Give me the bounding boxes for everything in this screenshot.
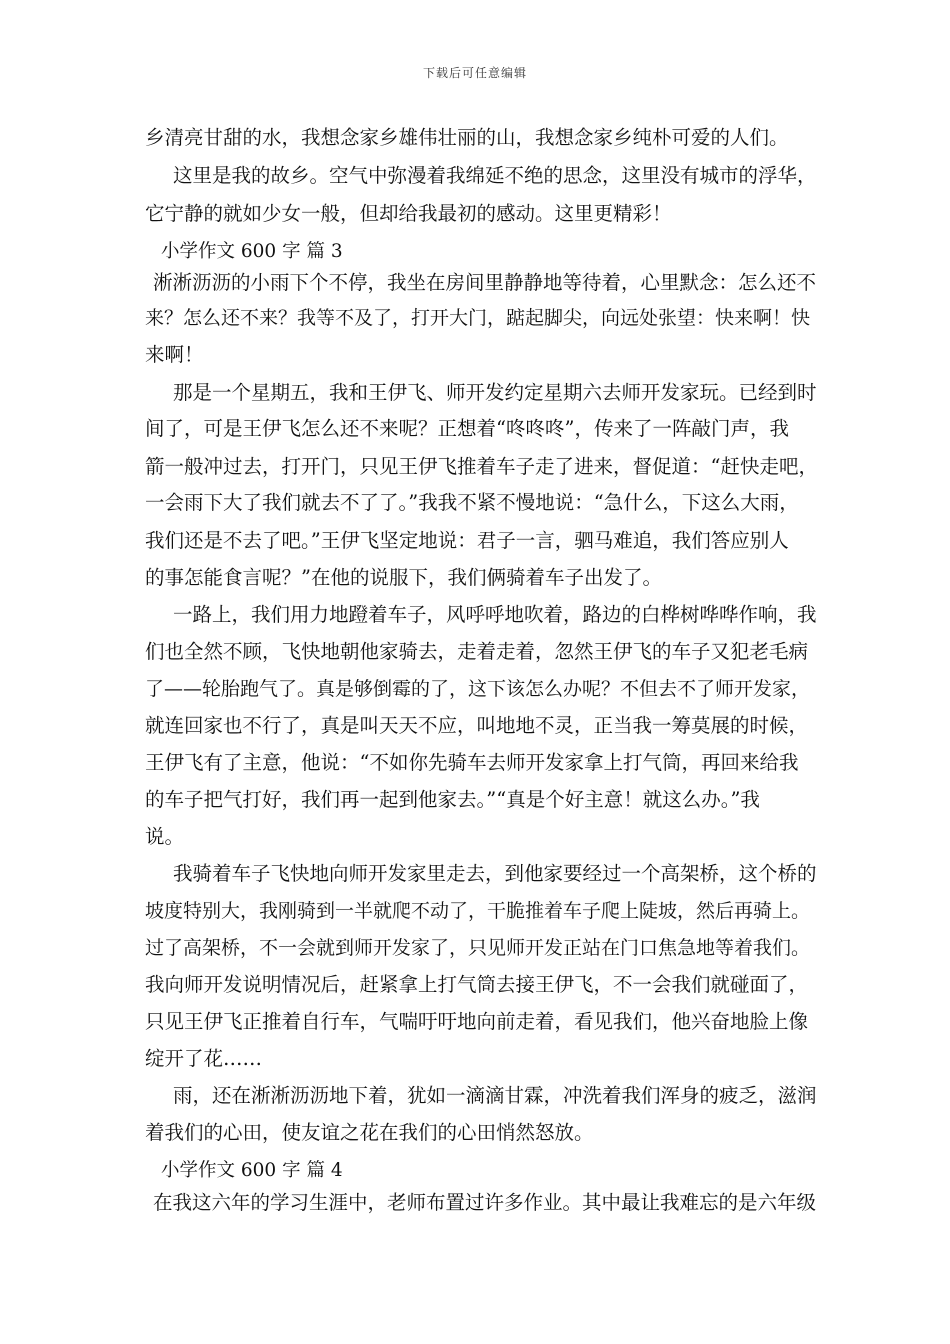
text-line: 的车子把气打好，我们再一起到他家去。”“真是个好主意！就这么办。”我 — [145, 788, 760, 811]
text-line: 间了，可是王伊飞怎么还不来呢？正想着“咚咚咚”，传来了一阵敲门声，我 — [145, 417, 789, 440]
text-line: 这里是我的故乡。空气中弥漫着我绵延不绝的思念，这里没有城市的浮华， — [173, 164, 817, 187]
text-line: 在我这六年的学习生涯中，老师布置过许多作业。其中最让我难忘的是六年级 — [153, 1191, 817, 1214]
text-line: 一会雨下大了我们就去不了了。”我我不紧不慢地说：“急什么，下这么大雨， — [145, 491, 799, 514]
section-heading: 小学作文 600 字 篇 4 — [161, 1160, 343, 1181]
text-line: 着我们的心田，使友谊之花在我们的心田悄然怒放。 — [145, 1121, 594, 1144]
page-header: 下载后可任意编辑 — [422, 66, 527, 80]
text-line: 淅淅沥沥的小雨下个不停，我坐在房间里静静地等待着，心里默念：怎么还不 — [153, 271, 817, 294]
text-line: 王伊飞有了主意，他说：“不如你先骑车去师开发家拿上打气筒，再回来给我 — [145, 751, 799, 774]
text-line: 来啊！ — [145, 343, 204, 366]
text-line: 那是一个星期五，我和王伊飞、师开发约定星期六去师开发家玩。已经到时 — [173, 381, 817, 404]
text-line: 只见王伊飞正推着自行车，气喘吁吁地向前走着，看见我们，他兴奋地脸上像 — [145, 1010, 809, 1033]
text-line: 就连回家也不行了，真是叫天天不应，叫地地不灵，正当我一筹莫展的时候， — [145, 714, 809, 737]
text-line: 的事怎能食言呢？”在他的说服下，我们俩骑着车子出发了。 — [145, 566, 662, 589]
text-line: 们也全然不顾，飞快地朝他家骑去，走着走着，忽然王伊飞的车子又犯老毛病 — [145, 640, 809, 663]
text-line: 我骑着车子飞快地向师开发家里走去，到他家要经过一个高架桥，这个桥的 — [173, 862, 817, 885]
section-heading: 小学作文 600 字 篇 3 — [161, 241, 343, 262]
text-line: 坡度特别大，我刚骑到一半就爬不动了，干脆推着车子爬上陡坡，然后再骑上。 — [145, 900, 811, 922]
text-line: 我们还是不去了吧。”王伊飞坚定地说：君子一言，驷马难追，我们答应别人 — [145, 529, 789, 552]
text-line: 乡清亮甘甜的水，我想念家乡雄伟壮丽的山，我想念家乡纯朴可爱的人们。 — [145, 126, 789, 149]
text-line: 它宁静的就如少女一般，但却给我最初的感动。这里更精彩！ — [145, 202, 672, 225]
text-line: 来？怎么还不来？我等不及了，打开大门，踮起脚尖，向远处张望：快来啊！快 — [145, 307, 811, 329]
text-line: 绽开了花…… — [145, 1047, 263, 1070]
text-line: 我向师开发说明情况后，赶紧拿上打气筒去接王伊飞，不一会我们就碰面了， — [145, 973, 809, 996]
text-line: 说。 — [145, 825, 185, 848]
text-line: 过了高架桥，不一会就到师开发家了，只见师开发正站在门口焦急地等着我们。 — [145, 937, 811, 959]
text-line: 了——轮胎跑气了。真是够倒霉的了，这下该怎么办呢？不但去不了师开发家， — [145, 678, 811, 700]
text-line: 一路上，我们用力地蹬着车子，风呼呼地吹着，路边的白桦树哗哗作响，我 — [173, 603, 817, 626]
text-line: 雨，还在淅淅沥沥地下着，犹如一滴滴甘霖，冲洗着我们浑身的疲乏，滋润 — [173, 1084, 817, 1107]
text-line: 箭一般冲过去，打开门，只见王伊飞推着车子走了进来，督促道：“赶快走吧， — [145, 455, 818, 478]
